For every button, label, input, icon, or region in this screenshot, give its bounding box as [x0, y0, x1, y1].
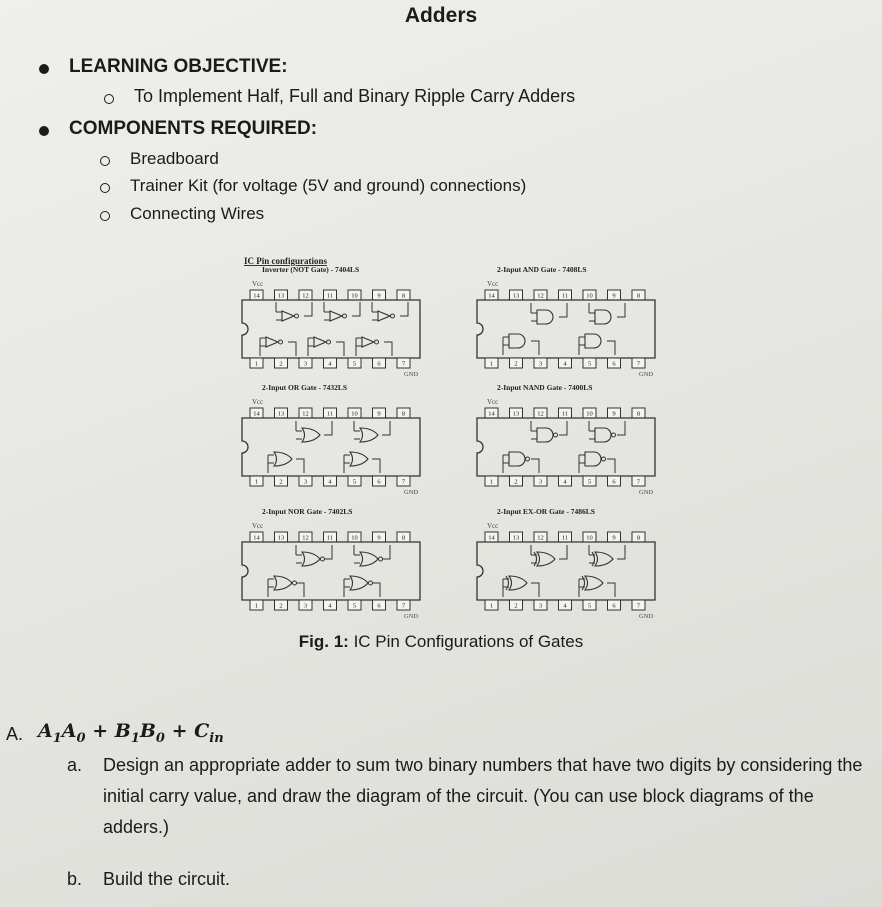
- pin-number: 3: [538, 478, 543, 486]
- pin-number: 11: [561, 292, 569, 300]
- pin-number: 3: [303, 478, 308, 486]
- components-heading: COMPONENTS REQUIRED:: [69, 118, 318, 139]
- ic-chip-or: [242, 383, 420, 496]
- pin-number: 4: [563, 360, 567, 368]
- pin-number: 2: [514, 360, 518, 368]
- pin-number: 7: [401, 360, 406, 368]
- pin-number: 12: [302, 292, 309, 300]
- pin-number: 8: [636, 534, 641, 542]
- pin-number: 10: [351, 292, 358, 300]
- pin-number: 8: [401, 534, 406, 542]
- pin-number: 7: [401, 478, 406, 486]
- vcc-label: Vcc: [487, 398, 499, 406]
- and-gate-icon: [537, 310, 553, 324]
- bullet-icon: [39, 126, 49, 136]
- pin-number: 9: [377, 534, 381, 542]
- pin-number: 10: [351, 534, 358, 542]
- pin-number: 5: [352, 360, 357, 368]
- pin-number: 13: [277, 292, 285, 300]
- or-gate-icon: [350, 452, 368, 466]
- not-gate-icon: [378, 311, 390, 321]
- pin-number: 8: [401, 410, 406, 418]
- not-gate-icon: [362, 337, 374, 347]
- learning-objective-heading: LEARNING OBJECTIVE:: [69, 56, 288, 77]
- pin-number: 7: [636, 602, 641, 610]
- pin-number: 10: [351, 410, 358, 418]
- pin-number: 14: [488, 410, 495, 418]
- pin-number: 6: [612, 360, 616, 368]
- pin-number: 5: [587, 602, 592, 610]
- chip-body: [242, 542, 420, 600]
- component-item: Trainer Kit (for voltage (5V and ground) connections): [130, 176, 527, 195]
- not-gate-icon: [314, 337, 326, 347]
- pin-number: 13: [277, 534, 285, 542]
- vcc-label: Vcc: [252, 522, 264, 530]
- pin-number: 1: [254, 360, 259, 368]
- pin-number: 5: [352, 602, 357, 610]
- pin-number: 5: [587, 478, 592, 486]
- pin-number: 14: [253, 410, 260, 418]
- not-gate-icon: [282, 311, 294, 321]
- part-b-text: Build the circuit.: [103, 869, 231, 889]
- nor-gate-icon: [360, 552, 378, 566]
- pin-number: 11: [561, 410, 569, 418]
- chip-label: 2-Input NOR Gate - 7402LS: [262, 507, 353, 516]
- pin-number: 4: [328, 478, 332, 486]
- pin-number: 10: [586, 534, 593, 542]
- pin-number: 9: [612, 534, 616, 542]
- xor-gate-icon: [509, 576, 527, 590]
- pin-number: 7: [401, 602, 406, 610]
- xor-gate-icon: [595, 552, 613, 566]
- pin-number: 6: [377, 602, 381, 610]
- chip-label: 2-Input EX-OR Gate - 7486LS: [497, 507, 595, 516]
- pin-number: 4: [328, 360, 332, 368]
- vcc-label: Vcc: [252, 280, 264, 288]
- nand-gate-icon: [585, 452, 601, 466]
- pin-number: 5: [587, 360, 592, 368]
- nor-gate-icon: [302, 552, 320, 566]
- chip-label: 2-Input AND Gate - 7408LS: [497, 265, 587, 274]
- pin-number: 6: [377, 478, 381, 486]
- pin-number: 1: [254, 602, 259, 610]
- nand-gate-icon: [509, 452, 525, 466]
- xor-gate-icon: [537, 552, 555, 566]
- pin-number: 12: [537, 534, 544, 542]
- figure-caption-prefix: Fig. 1:: [298, 632, 349, 651]
- pin-number: 1: [489, 478, 494, 486]
- figure-heading: IC Pin configurations: [244, 256, 328, 266]
- sub-bullet-icon: [104, 94, 114, 104]
- nand-gate-icon: [595, 428, 611, 442]
- pin-number: 1: [254, 478, 259, 486]
- pin-number: 1: [489, 360, 494, 368]
- task-equation: $A_1A_0 + B_1B_0 + C_{in}$: [38, 720, 224, 746]
- vcc-label: Vcc: [487, 280, 499, 288]
- pin-number: 7: [636, 360, 641, 368]
- pin-number: 10: [586, 410, 593, 418]
- pin-number: 11: [561, 534, 569, 542]
- chip-body: [477, 300, 655, 358]
- pin-number: 12: [537, 410, 544, 418]
- xor-gate-icon: [585, 576, 603, 590]
- gnd-label: GND: [404, 371, 419, 378]
- pin-number: 9: [612, 292, 616, 300]
- pin-number: 11: [326, 410, 334, 418]
- or-gate-icon: [360, 428, 378, 442]
- gnd-label: GND: [639, 371, 654, 378]
- pin-number: 8: [401, 292, 406, 300]
- chip-body: [242, 418, 420, 476]
- gnd-label: GND: [639, 489, 654, 496]
- sub-bullet-icon: [100, 183, 110, 193]
- pin-number: 9: [612, 410, 616, 418]
- pin-number: 3: [538, 360, 543, 368]
- pin-number: 2: [514, 602, 518, 610]
- pin-number: 13: [512, 292, 520, 300]
- chip-label: Inverter (NOT Gate) - 7404LS: [262, 265, 360, 274]
- nor-gate-icon: [350, 576, 368, 590]
- task-letter: A.: [6, 724, 24, 744]
- sub-bullet-icon: [100, 211, 110, 221]
- or-gate-icon: [274, 452, 292, 466]
- pin-number: 13: [512, 534, 520, 542]
- pin-number: 8: [636, 410, 641, 418]
- figure-caption: [0, 632, 882, 652]
- vcc-label: Vcc: [487, 522, 499, 530]
- pin-number: 3: [538, 602, 543, 610]
- pin-number: 8: [636, 292, 641, 300]
- ic-pin-figure: [232, 252, 672, 627]
- chip-label: 2-Input NAND Gate - 7400LS: [497, 383, 593, 392]
- pin-number: 11: [326, 534, 334, 542]
- pin-number: 14: [253, 534, 260, 542]
- component-item: Connecting Wires: [130, 204, 265, 223]
- chip-body: [477, 542, 655, 600]
- pin-number: 9: [377, 292, 381, 300]
- not-gate-icon: [266, 337, 278, 347]
- pin-number: 4: [328, 602, 332, 610]
- pin-number: 2: [279, 602, 283, 610]
- pin-number: 1: [489, 602, 494, 610]
- not-gate-icon: [330, 311, 342, 321]
- pin-number: 4: [563, 478, 567, 486]
- nor-gate-icon: [274, 576, 292, 590]
- and-gate-icon: [585, 334, 601, 348]
- pin-number: 13: [512, 410, 520, 418]
- ic-chip-nand: [477, 383, 655, 496]
- gnd-label: GND: [639, 613, 654, 620]
- pin-number: 2: [279, 360, 283, 368]
- pin-number: 10: [586, 292, 593, 300]
- sub-bullet-icon: [100, 156, 110, 166]
- pin-number: 5: [352, 478, 357, 486]
- part-b-letter: b.: [67, 869, 83, 889]
- ic-chip-nor: [242, 507, 420, 620]
- objective-item: To Implement Half, Full and Binary Ripple Carry Adders: [134, 86, 576, 106]
- pin-number: 9: [377, 410, 381, 418]
- pin-number: 13: [277, 410, 285, 418]
- ic-chip-xor: [477, 507, 655, 620]
- pin-number: 6: [612, 602, 616, 610]
- part-a-text: Design an appropriate adder to sum two binary numbers that have two digits by considering the initial carry value, and draw the diagram of the circuit. (You can use block diagrams of the adders.): [103, 755, 863, 837]
- gnd-label: GND: [404, 613, 419, 620]
- pin-number: 6: [612, 478, 616, 486]
- chip-body: [477, 418, 655, 476]
- chip-body: [242, 300, 420, 358]
- vcc-label: Vcc: [252, 398, 264, 406]
- or-gate-icon: [302, 428, 320, 442]
- pin-number: 12: [302, 534, 309, 542]
- part-a-letter: a.: [67, 755, 83, 775]
- pin-number: 3: [303, 360, 308, 368]
- pin-number: 4: [563, 602, 567, 610]
- nand-gate-icon: [537, 428, 553, 442]
- and-gate-icon: [595, 310, 611, 324]
- bullet-icon: [39, 64, 49, 74]
- page-title: Adders: [404, 4, 478, 27]
- pin-number: 14: [253, 292, 260, 300]
- pin-number: 6: [377, 360, 381, 368]
- component-item: Breadboard: [130, 149, 219, 168]
- gnd-label: GND: [404, 489, 419, 496]
- pin-number: 2: [514, 478, 518, 486]
- pin-number: 14: [488, 292, 495, 300]
- ic-chip-not: [242, 265, 420, 378]
- pin-number: 2: [279, 478, 283, 486]
- chip-label: 2-Input OR Gate - 7432LS: [262, 383, 348, 392]
- figure-caption-text: IC Pin Configurations of Gates: [353, 632, 584, 651]
- pin-number: 12: [537, 292, 544, 300]
- pin-number: 11: [326, 292, 334, 300]
- and-gate-icon: [509, 334, 525, 348]
- pin-number: 12: [302, 410, 309, 418]
- pin-number: 7: [636, 478, 641, 486]
- pin-number: 3: [303, 602, 308, 610]
- pin-number: 14: [488, 534, 495, 542]
- ic-chip-and: [477, 265, 655, 378]
